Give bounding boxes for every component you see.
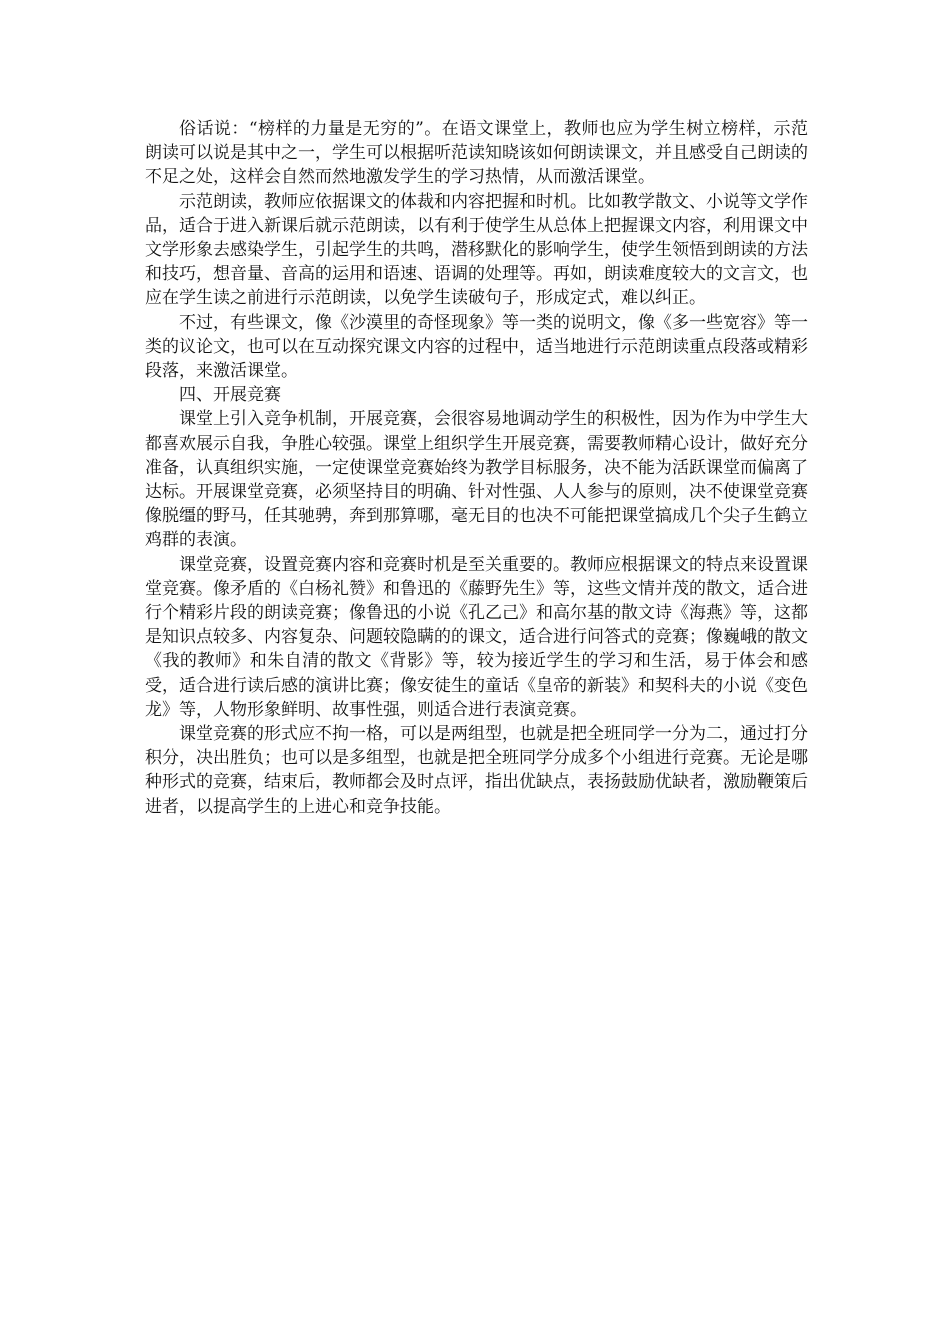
paragraph-demonstration-timing: 示范朗读，教师应依据课文的体裁和内容把握和时机。比如教学散文、小说等文学作品，适合于进入新课后就示范朗读，以有利于使学生从总体上把握课文内容，利用课文中文学形象去感染学生，引起学生的共鸣，潜移默化的影响学生，使学生领悟到朗读的方法和技巧，想音量、音高的运用和语速、语调的处理等。再如，朗读难度较大的文言文，也应在学生读之前进行示范朗读，以免学生读破句子，形成定式，难以纠正。 <box>145 191 808 309</box>
paragraph-role-model-reading: 俗话说：“榜样的力量是无穷的”。在语文课堂上，教师也应为学生树立榜样，示范朗读可以说是其中之一，学生可以根据听范读知晓该如何朗读课文，并且感受自己朗读的不足之处，这样会自然而然地激发学生的学习热情，从而激活课堂。 <box>145 119 808 188</box>
document-body <box>145 117 808 819</box>
paragraph-competition-content: 课堂竞赛，设置竞赛内容和竞赛时机是至关重要的。教师应根据课文的特点来设置课堂竞赛。像矛盾的《白杨礼赞》和鲁迅的《藤野先生》等，这些文情并茂的散文，适合进行个精彩片段的朗读竞赛；像鲁迅的小说《孔乙己》和高尔基的散文诗《海燕》等，这都是知识点较多、内容复杂、问题较隐瞒的的课文，适合进行问答式的竞赛；像巍峨的散文《我的教师》和朱自清的散文《背影》等，较为接近学生的学习和生活，易于体会和感受，适合进行读后感的演讲比赛；像安徒生的童话《皇帝的新装》和契科夫的小说《变色龙》等，人物形象鲜明、故事性强，则适合进行表演竞赛。 <box>145 554 808 720</box>
paragraph-competition-forms: 课堂竞赛的形式应不拘一格，可以是两组型，也就是把全班同学一分为二，通过打分积分，决出胜负；也可以是多组型，也就是把全班同学分成多个小组进行竞赛。无论是哪种形式的竞赛，结束后，教师都会及时点评，指出优缺点，表扬鼓励优缺者，激励鞭策后进者，以提高学生的上进心和竞争技能。 <box>145 724 808 817</box>
section-heading-competition: 四、开展竞赛 <box>179 385 281 406</box>
paragraph-expository-texts: 不过，有些课文，像《沙漠里的奇怪现象》等一类的说明文，像《多一些宽容》等一类的议论文，也可以在互动探究课文内容的过程中，适当地进行示范朗读重点段落或精彩段落，来激活课堂。 <box>145 312 808 382</box>
paragraph-competition-mechanism: 课堂上引入竞争机制，开展竞赛，会很容易地调动学生的积极性，因为作为中学生大都喜欢展示自我，争胜心较强。课堂上组织学生开展竞赛，需要教师精心设计，做好充分准备，认真组织实施，一定使课堂竞赛始终为教学目标服务，决不能为活跃课堂而偏离了达标。开展课堂竞赛，必须坚持目的明确、针对性强、人人参与的原则，决不使课堂竞赛像脱缰的野马，任其驰骋，奔到那算哪，毫无目的也决不可能把课堂搞成几个尖子生鹤立鸡群的表演。 <box>145 409 808 551</box>
